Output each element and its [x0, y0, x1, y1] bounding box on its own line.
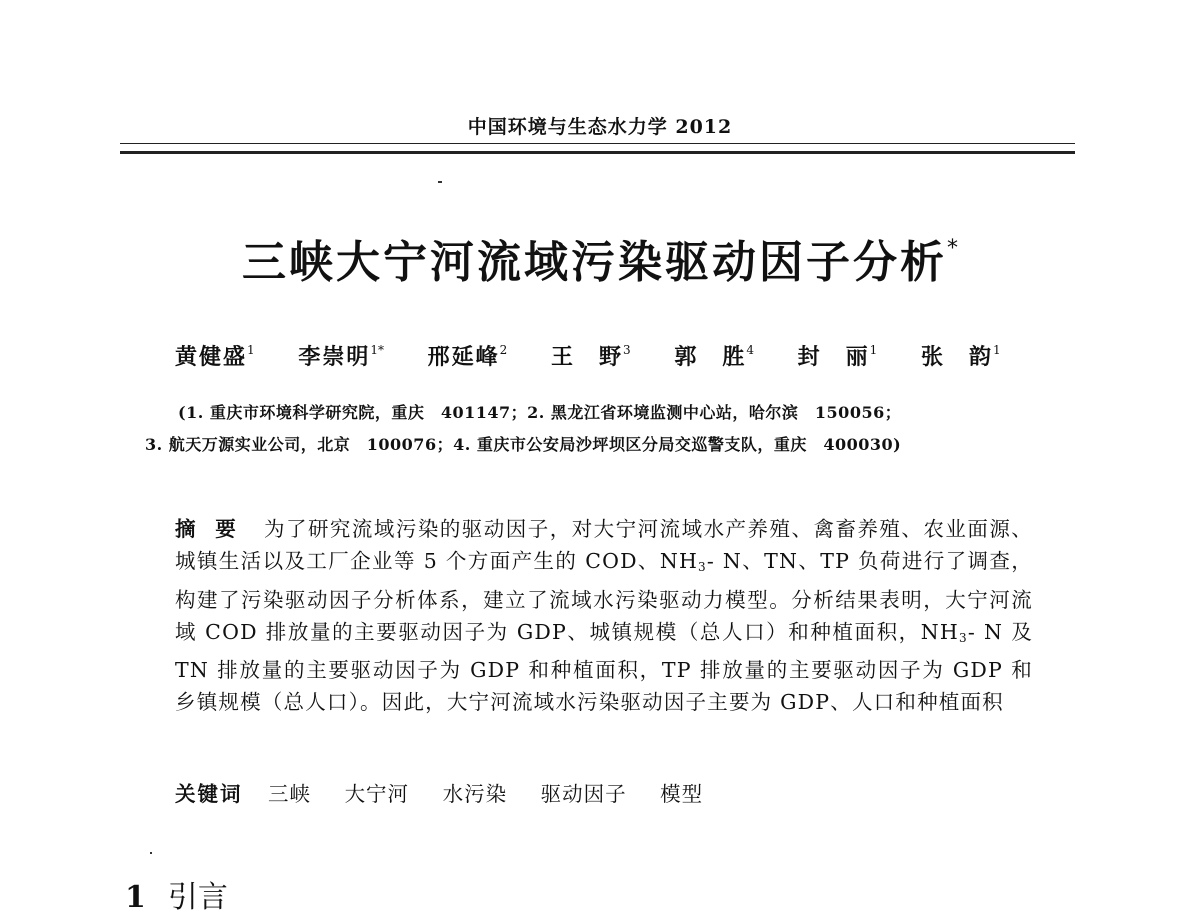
abstract-text: 为了研究流域污染的驱动因子，对大宁河流域水产养殖、禽畜养殖、农业面源、城镇生活以及工厂企业等 5 个方面产生的 COD、NH: [175, 517, 1034, 574]
subscript: 3: [958, 630, 968, 645]
author-affiliation-mark: 1: [992, 343, 1001, 357]
keyword: 模型: [660, 782, 704, 806]
running-header: 中国环境与生态水力学 2012: [467, 116, 733, 138]
affiliation-line: (1. 重庆市环境科学研究院，重庆 401147；2. 黑龙江省环境监测中心站，哈尔滨 150056；: [178, 403, 902, 422]
abstract-label: 摘 要: [175, 517, 242, 541]
paper-title: [0, 226, 1200, 290]
header-rule-thin: [120, 143, 1075, 144]
section-heading: [125, 872, 228, 916]
abstract: [175, 513, 1033, 719]
affiliation-line: 3. 航天万源实业公司，北京 100076；4. 重庆市公安局沙坪坝区分局交巡警支队，重庆 400030): [145, 435, 902, 454]
author-affiliation-mark: 4: [746, 343, 754, 357]
keyword: 水污染: [442, 782, 508, 806]
abstract-text: - N 及 TN 排放量的主要驱动因子为 GDP 和种植面积，TP 排放量的主要驱动因子为 GDP 和乡镇规模（总人口）。因此，大宁河流域水污染驱动因子主要为 GDP、人口和种植面积: [175, 619, 1033, 715]
title-footnote-mark: *: [947, 236, 958, 261]
section-number: 1: [125, 880, 146, 915]
keyword: 三峡: [268, 782, 312, 806]
keywords-label: 关键词: [175, 782, 243, 806]
author: [175, 340, 255, 371]
author: [428, 340, 508, 371]
author: [921, 340, 1001, 371]
author-name: 李崇明: [298, 344, 371, 370]
abstract-text: - N、TN、TP 负荷进行了调查，构建了污染驱动因子分析体系，建立了流域水污染驱动力模型。分析结果表明，大宁河流域 COD 排放量的主要驱动因子为 GDP、城镇规模（总人口）和种植面积，NH: [175, 549, 1034, 644]
author-affiliation-mark: 1: [247, 343, 255, 357]
author-name: 邢延峰: [427, 344, 500, 370]
author-name: 王 野: [550, 344, 623, 370]
author-name: 郭 胜: [674, 344, 747, 370]
paper-title-text: 三峡大宁河流域污染驱动因子分析: [242, 237, 947, 288]
author-name: 张 韵: [920, 344, 993, 370]
scan-speck: [150, 852, 152, 854]
author-affiliation-mark: 2: [499, 343, 508, 357]
author-list: [175, 340, 1075, 371]
author: [298, 340, 384, 371]
keyword: 驱动因子: [540, 782, 627, 806]
author: [798, 340, 878, 371]
author-affiliation-mark: 1: [869, 343, 878, 357]
section-title: 引言: [167, 880, 228, 915]
author-affiliation-mark: 3: [623, 343, 631, 357]
author-name: 封 丽: [797, 344, 870, 370]
header-rule-thick: [120, 151, 1075, 154]
author-affiliation-mark: 1*: [370, 343, 384, 357]
author: [674, 340, 754, 371]
scan-speck: [438, 181, 442, 183]
subscript: 3: [698, 560, 707, 575]
keyword: 大宁河: [344, 782, 410, 806]
author: [551, 340, 631, 371]
keywords: [175, 777, 729, 807]
author-name: 黄健盛: [175, 344, 248, 370]
